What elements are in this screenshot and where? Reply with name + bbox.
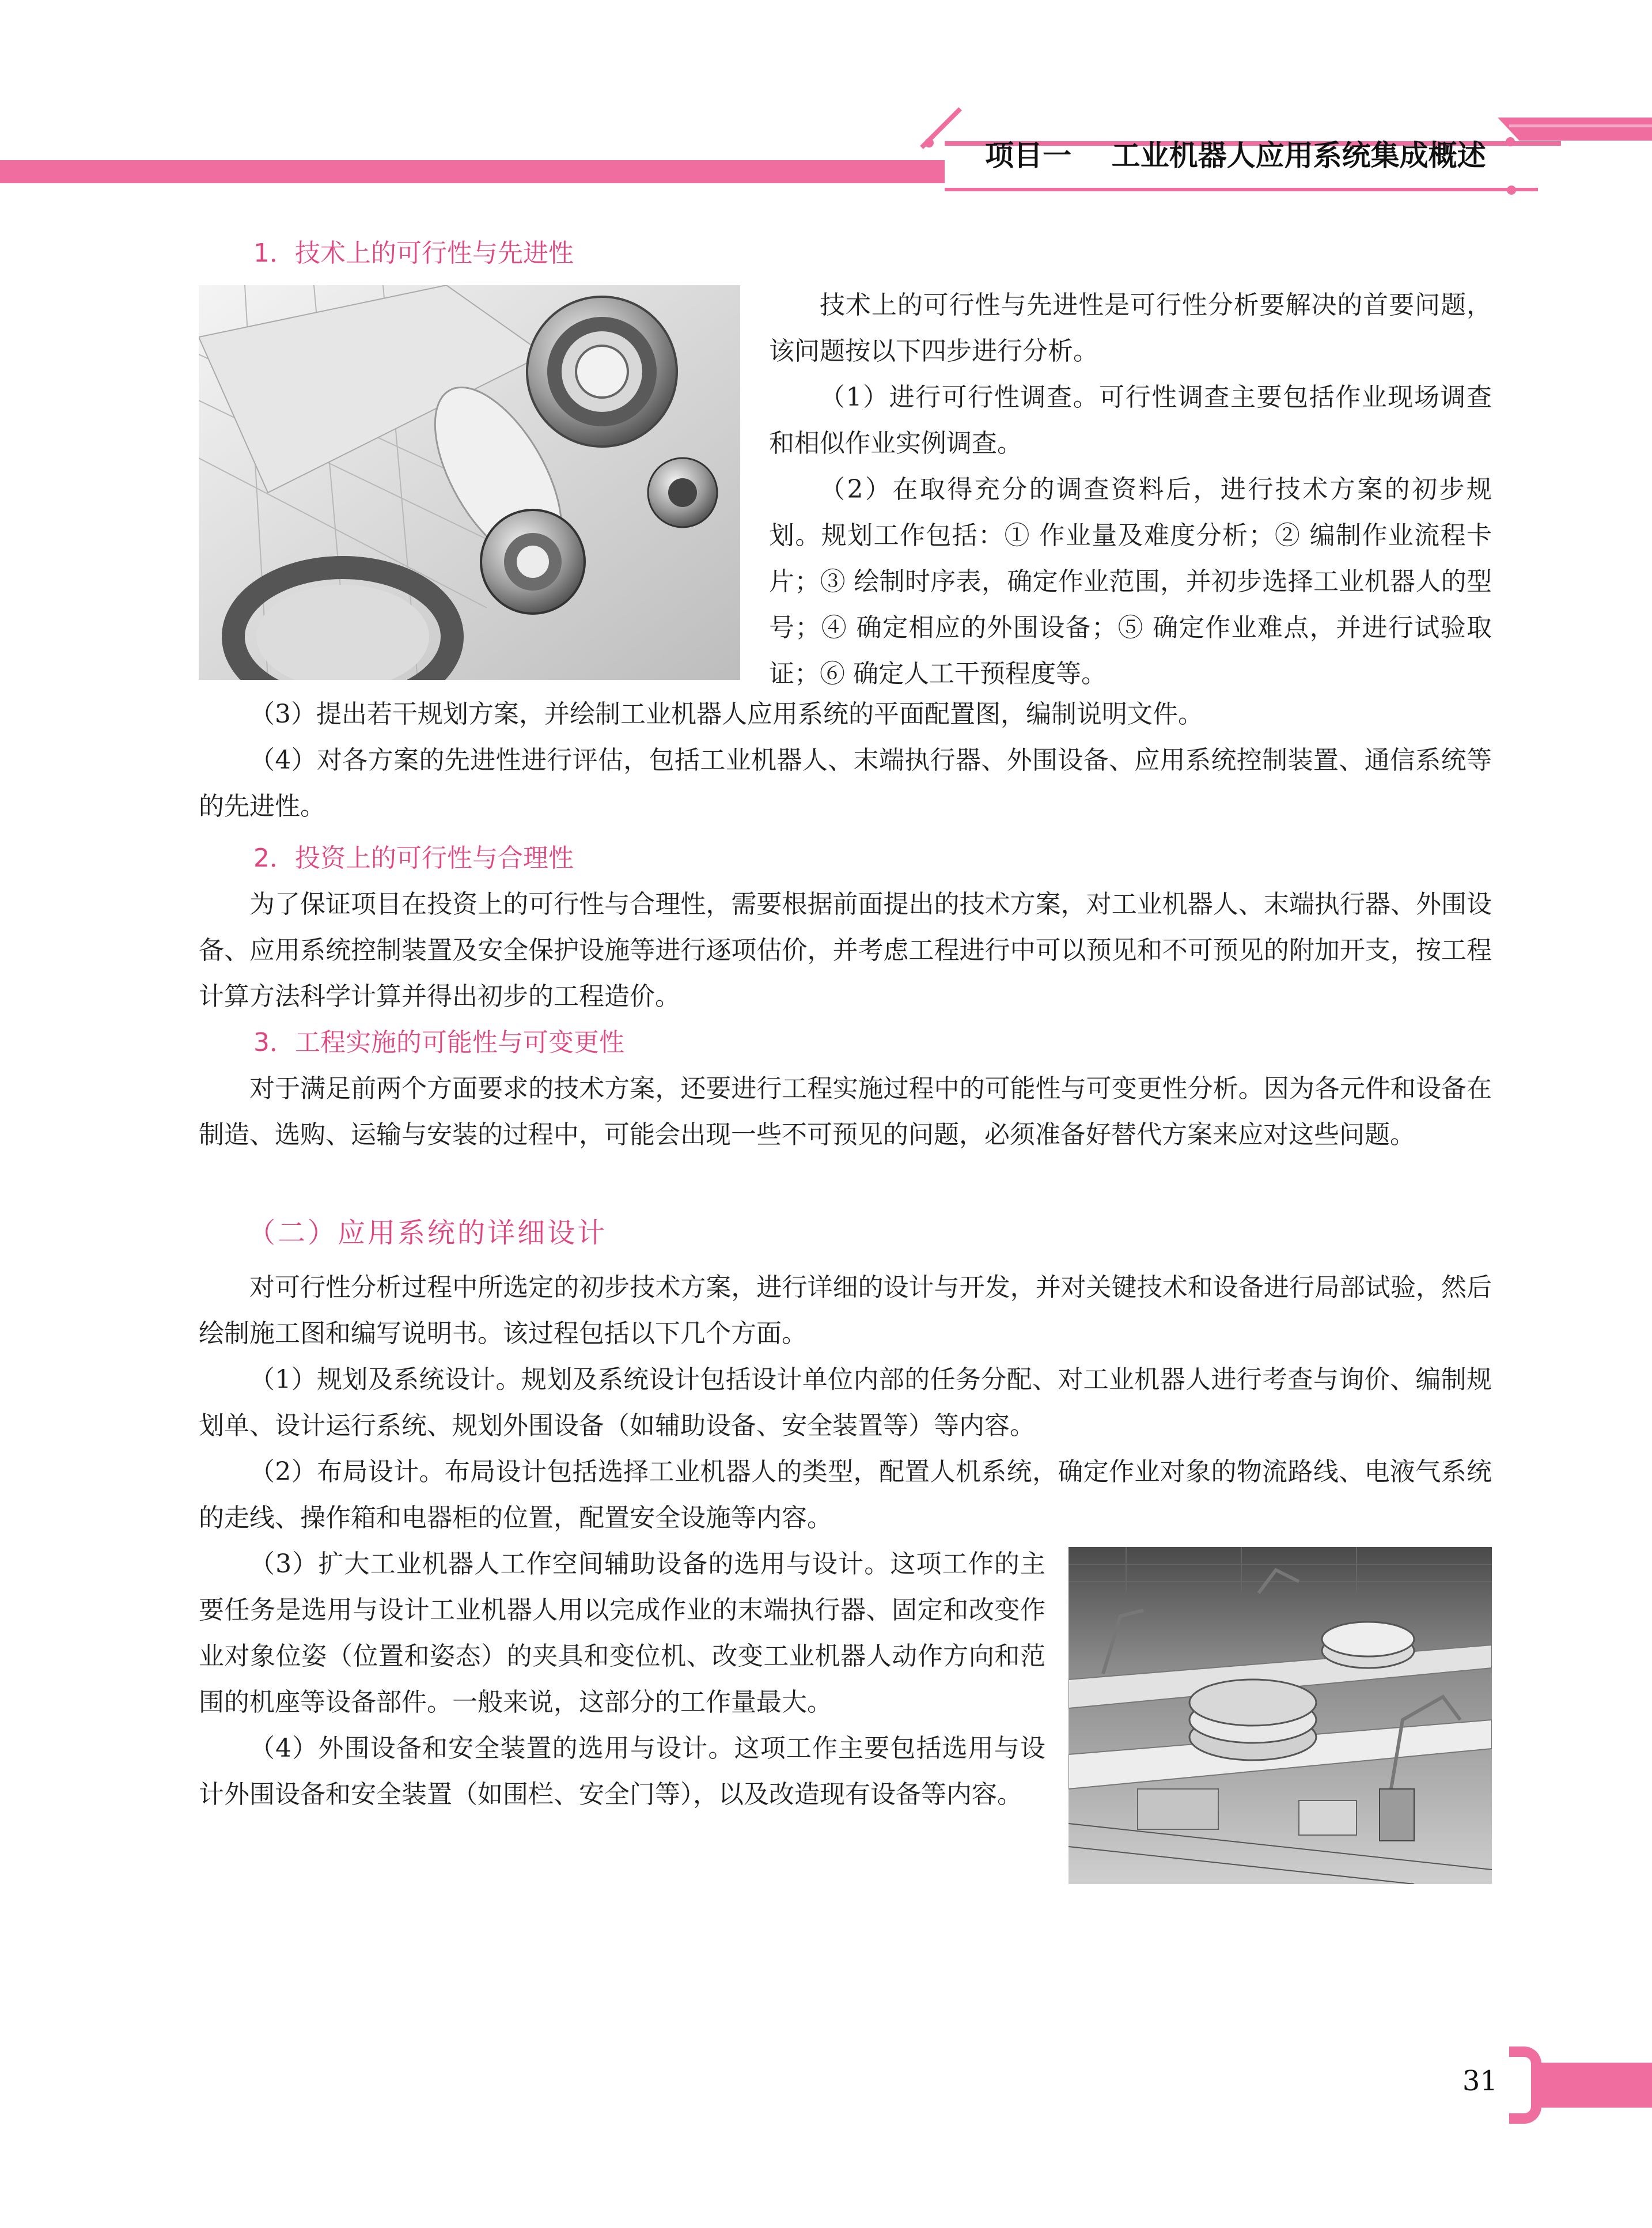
paragraph: 对于满足前两个方面要求的技术方案，还要进行工程实施过程中的可能性与可变更性分析。因为各元件和设备在制造、选购、运输与安装的过程中，可能会出现一些不可预见的问题，必须准备好替代方案来应对这些问题。: [199, 1074, 1492, 1149]
footer-tab-notch: [1509, 2047, 1541, 2124]
paragraph: （3）提出若干规划方案，并绘制工业机器人应用系统的平面配置图，编制说明文件。: [249, 699, 1203, 729]
robot-workcell-photo: [1069, 1547, 1492, 1884]
header-project: 项目一: [985, 139, 1071, 172]
paragraph: （2）在取得充分的调查资料后，进行技术方案的初步规划。规划工作包括：① 作业量及难度分析；② 编制作业流程卡片；③ 绘制时序表，确定作业范围，并初步选择工业机器人的型号；④ 确定相应的外围设备；⑤ 确定作业难点，并进行试验取证；⑥ 确定人工干预程度等。: [769, 475, 1492, 689]
paragraph: （1）进行可行性调查。可行性调查主要包括作业现场调查和相似作业实例调查。: [769, 383, 1492, 458]
header-dot: [1506, 137, 1515, 146]
paragraph-block-1: [769, 282, 1492, 697]
bearings-photo: [199, 285, 740, 680]
paragraph: 对可行性分析过程中所选定的初步技术方案，进行详细的设计与开发，并对关键技术和设备进行局部试验，然后绘制施工图和编写说明书。该过程包括以下几个方面。: [199, 1273, 1492, 1348]
section-heading-3: 3．工程实施的可能性与可变更性: [253, 1028, 624, 1057]
header-tab: [1498, 118, 1652, 141]
header-title: 工业机器人应用系统集成概述: [1111, 139, 1486, 172]
paragraph: （2）布局设计。布局设计包括选择工业机器人的类型，配置人机系统，确定作业对象的物流路线、电液气系统的走线、操作箱和电器柜的位置，配置安全设施等内容。: [199, 1457, 1492, 1533]
header-underline: [945, 188, 1538, 191]
header-dot: [1507, 186, 1516, 195]
paragraph: 为了保证项目在投资上的可行性与合理性，需要根据前面提出的技术方案，对工业机器人、末端执行器、外围设备、应用系统控制装置及安全保护设施等进行逐项估价，并考虑工程进行中可以预见和不可预见的附加开支，按工程计算方法科学计算并得出初步的工程造价。: [199, 890, 1492, 1011]
paragraph: 技术上的可行性与先进性是可行性分析要解决的首要问题，该问题按以下四步进行分析。: [769, 290, 1492, 366]
section-heading-2: 2．投资上的可行性与合理性: [253, 843, 574, 873]
paragraph: （4）对各方案的先进性进行评估，包括工业机器人、末端执行器、外围设备、应用系统控制装置、通信系统等的先进性。: [199, 746, 1492, 821]
header-tab-line: [1509, 124, 1652, 127]
paragraph: （1）规划及系统设计。规划及系统设计包括设计单位内部的任务分配、对工业机器人进行考查与询价、编制规划单、设计运行系统、规划外围设备（如辅助设备、安全装置等）等内容。: [199, 1365, 1492, 1440]
section-heading-1: 1．技术上的可行性与先进性: [253, 239, 574, 268]
header-dot: [924, 138, 934, 147]
paragraph-block-6: [199, 1541, 1045, 1818]
footer-tab: [1538, 2063, 1652, 2108]
page-number: 31: [1462, 2065, 1498, 2097]
subsection-heading: （二）应用系统的详细设计: [248, 1217, 608, 1249]
paragraph-block-4: [199, 1066, 1492, 1158]
paragraph-block-2: [199, 691, 1492, 830]
running-header: [985, 133, 1503, 179]
paragraph: （4）外围设备和安全装置的选用与设计。这项工作主要包括选用与设计外围设备和安全装置（如围栏、安全门等），以及改造现有设备等内容。: [199, 1734, 1045, 1809]
header-bar: [0, 160, 945, 183]
paragraph-block-3: [199, 882, 1492, 1020]
paragraph: （3）扩大工业机器人工作空间辅助设备的选用与设计。这项工作的主要任务是选用与设计工业机器人用以完成作业的末端执行器、固定和改变作业对象位姿（位置和姿态）的夹具和变位机、改变工业机器人动作方向和范围的机座等设备部件。一般来说，这部分的工作量最大。: [199, 1549, 1045, 1717]
paragraph-block-5: [199, 1265, 1492, 1541]
